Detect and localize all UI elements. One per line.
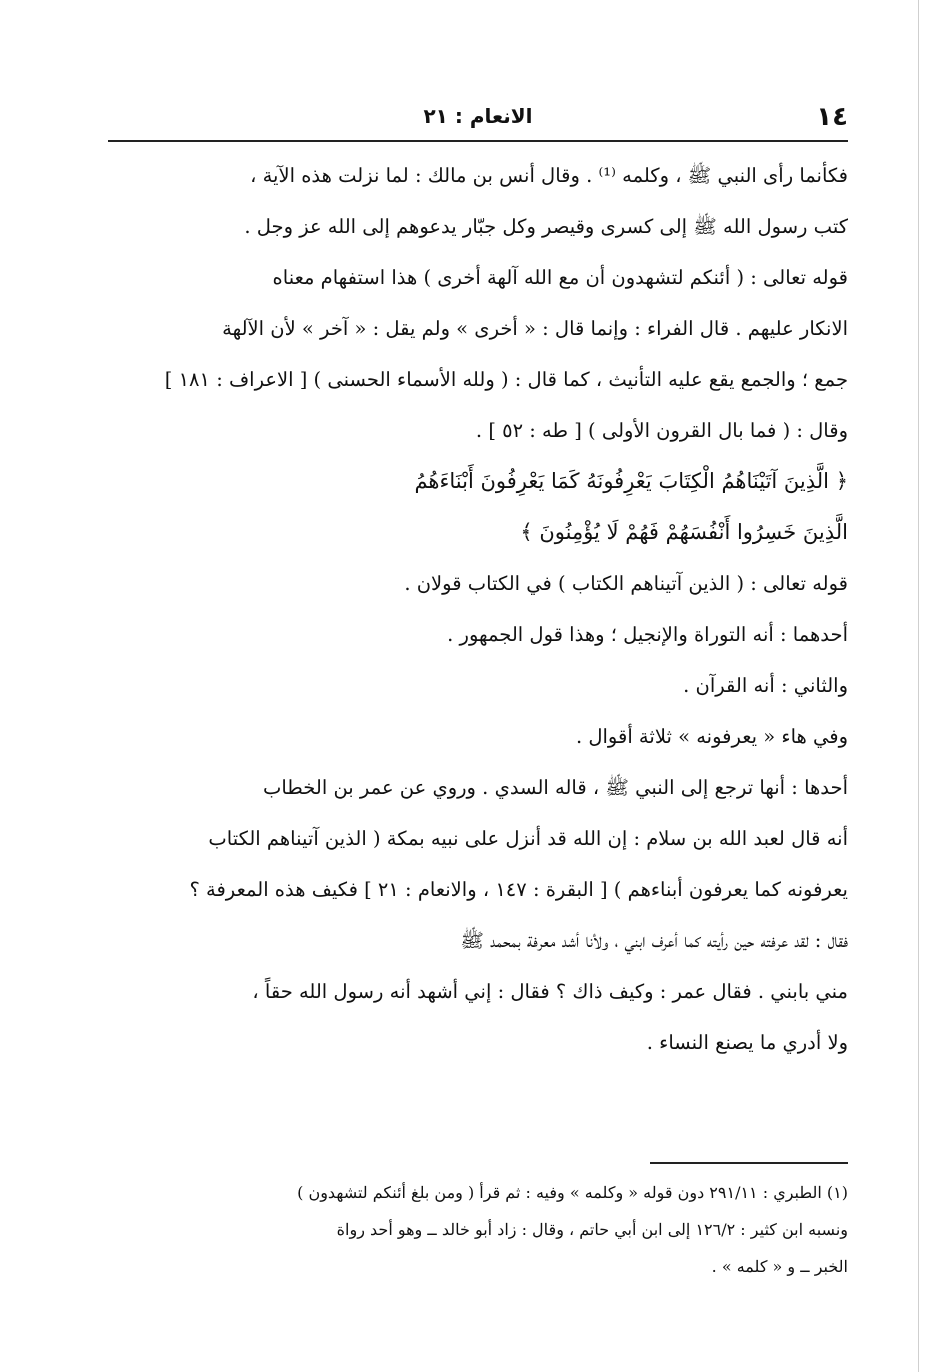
text-line: الانكار عليهم . قال الفراء : وإنما قال : « أخرى » ولم يقل : « آخر » لأن الآلهة bbox=[222, 317, 848, 340]
footnote-line: (١) الطبري : ٢٩١/١١ دون قوله « وكلمه » وفيه : ثم قرأ ( ومن بلغ أئنكم لتشهدون ) bbox=[297, 1183, 848, 1202]
text-line: وقال : ( فما بال القرون الأولى ) [ طه : ٥٢ ] . bbox=[475, 419, 848, 442]
footnote-rule bbox=[650, 1162, 848, 1164]
text-line: أحدها : أنها ترجع إلى النبي ﷺ ، قاله السدي . وروي عن عمر بن الخطاب bbox=[263, 776, 848, 799]
header-rule bbox=[108, 140, 848, 142]
text-line: أحدهما : أنه التوراة والإنجيل ؛ وهذا قول الجمهور . bbox=[447, 623, 848, 646]
text-line: جمع ؛ والجمع يقع عليه التأنيث ، كما قال : ( ولله الأسماء الحسنى ) [ الاعراف : ١٨١ ] bbox=[164, 368, 848, 391]
footnote-line: الخبر ــ و « كلمه » . bbox=[711, 1257, 848, 1276]
running-head: الانعام : ٢١ bbox=[423, 104, 533, 128]
text-line: فقال : لقد عرفته حين رأيته كما أعرف ابني ، ولأنا أشد معرفة بمحمد ﷺ bbox=[460, 929, 848, 952]
text-line: فكأنما رأى النبي ﷺ ، وكلمه ⁽¹⁾ . وقال أنس بن مالك : لما نزلت هذه الآية ، bbox=[250, 164, 848, 187]
text-line: يعرفونه كما يعرفون أبناءهم ) [ البقرة : ١٤٧ ، والانعام : ٢١ ] فكيف هذه المعرفة ؟ bbox=[189, 878, 848, 901]
page-header bbox=[108, 100, 848, 140]
text-line: ولا أدري ما يصنع النساء . bbox=[646, 1031, 848, 1054]
text-line: والثاني : أنه القرآن . bbox=[683, 674, 848, 697]
page-number: ١٤ bbox=[816, 102, 848, 132]
text-line: كتب رسول الله ﷺ إلى كسرى وقيصر وكل جبّار يدعوهم إلى الله عز وجل . bbox=[244, 215, 848, 238]
quran-verse-line: ﴿ الَّذِينَ آتَيْنَاهُمُ الْكِتَابَ يَعْرِفُونَهُ كَمَا يَعْرِفُونَ أَبْنَاءَهُمُ bbox=[414, 469, 848, 493]
text-line: قوله تعالى : ( الذين آتيناهم الكتاب ) في الكتاب قولان . bbox=[404, 572, 848, 595]
text-line: قوله تعالى : ( أئنكم لتشهدون أن مع الله آلهة أخرى ) هذا استفهام معناه bbox=[272, 266, 848, 289]
text-line: أنه قال لعبد الله بن سلام : إن الله قد أنزل على نبيه بمكة ( الذين آتيناهم الكتاب bbox=[208, 827, 848, 850]
main-text bbox=[120, 150, 848, 1068]
text-line: وفي هاء « يعرفونه » ثلاثة أقوال . bbox=[575, 725, 848, 748]
quran-verse-line: الَّذِينَ خَسِرُوا أَنْفُسَهُمْ فَهُمْ لَا يُؤْمِنُونَ ﴾ bbox=[520, 520, 848, 544]
footnotes bbox=[120, 1174, 848, 1285]
page-edge-line bbox=[918, 0, 919, 1372]
footnote-line: ونسبه ابن كثير : ١٢٦/٢ إلى ابن أبي حاتم ، وقال : زاد أبو خالد ــ وهو أحد رواة bbox=[336, 1220, 848, 1239]
text-line: مني بابني . فقال عمر : وكيف ذاك ؟ فقال : إني أشهد أنه رسول الله حقاً ، bbox=[252, 980, 848, 1003]
